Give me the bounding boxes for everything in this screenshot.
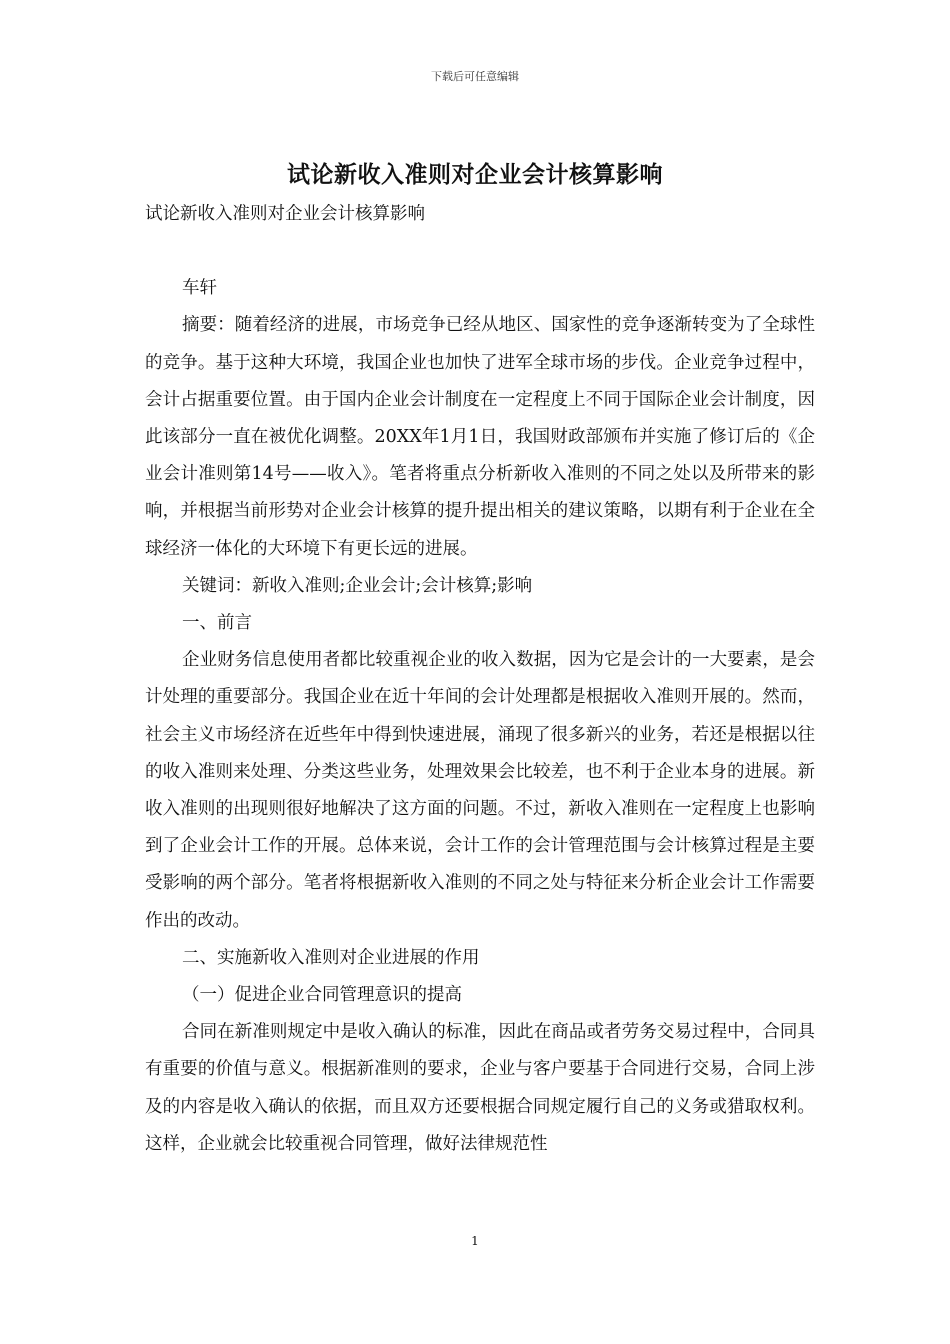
section-2-heading: 二、实施新收入准则对企业进展的作用: [182, 947, 480, 968]
page-number: 1: [471, 1234, 479, 1248]
document-body: [145, 196, 815, 1163]
section-1-heading: 一、前言: [182, 613, 252, 634]
subtitle: 试论新收入准则对企业会计核算影响: [145, 204, 425, 224]
section-1-paragraph: 企业财务信息使用者都比较重视企业的收入数据，因为它是会计的一大要素，是会计处理的重要部分。我国企业在近十年间的会计处理都是根据收入准则开展的。然而，社会主义市场经济在近些年中得到快速进展，涌现了很多新兴的业务，若还是根据以往的收入准则来处理、分类这些业务，处理效果会比较差，也不利于企业本身的进展。新收入准则的出现则很好地解决了这方面的问题。不过，新收入准则在一定程度上也影响到了企业会计工作的开展。总体来说，会计工作的会计管理范围与会计核算过程是主要受影响的两个部分。笔者将根据新收入准则的不同之处与特征来分析企业会计工作需要作出的改动。: [145, 650, 815, 931]
header-note: 下载后可任意编辑: [431, 70, 519, 83]
subsection-1-paragraph: 合同在新准则规定中是收入确认的标准，因此在商品或者劳务交易过程中，合同具有重要的价值与意义。根据新准则的要求，企业与客户要基于合同进行交易，合同上涉及的内容是收入确认的依据，而且双方还要根据合同规定履行自己的义务或猎取权利。这样，企业就会比较重视合同管理，做好法律规范性: [145, 1022, 815, 1154]
author: 车轩: [182, 278, 217, 299]
subsection-1-heading: （一）促进企业合同管理意识的提高: [182, 985, 462, 1006]
document-title: 试论新收入准则对企业会计核算影响: [287, 161, 663, 188]
spacer: [145, 233, 815, 270]
keywords: 关键词：新收入准则;企业会计;会计核算;影响: [182, 575, 533, 596]
abstract-paragraph: 摘要：随着经济的进展，市场竞争已经从地区、国家性的竞争逐渐转变为了全球性的竞争。基于这种大环境，我国企业也加快了进军全球市场的步伐。企业竞争过程中，会计占据重要位置。由于国内企业会计制度在一定程度上不同于国际企业会计制度，因此该部分一直在被优化调整。20XX年1月1日，我国财政部颁布并实施了修订后的《企业会计准则第14号——收入》。笔者将重点分析新收入准则的不同之处以及所带来的影响，并根据当前形势对企业会计核算的提升提出相关的建议策略，以期有利于企业在全球经济一体化的大环境下有更长远的进展。: [145, 315, 815, 559]
